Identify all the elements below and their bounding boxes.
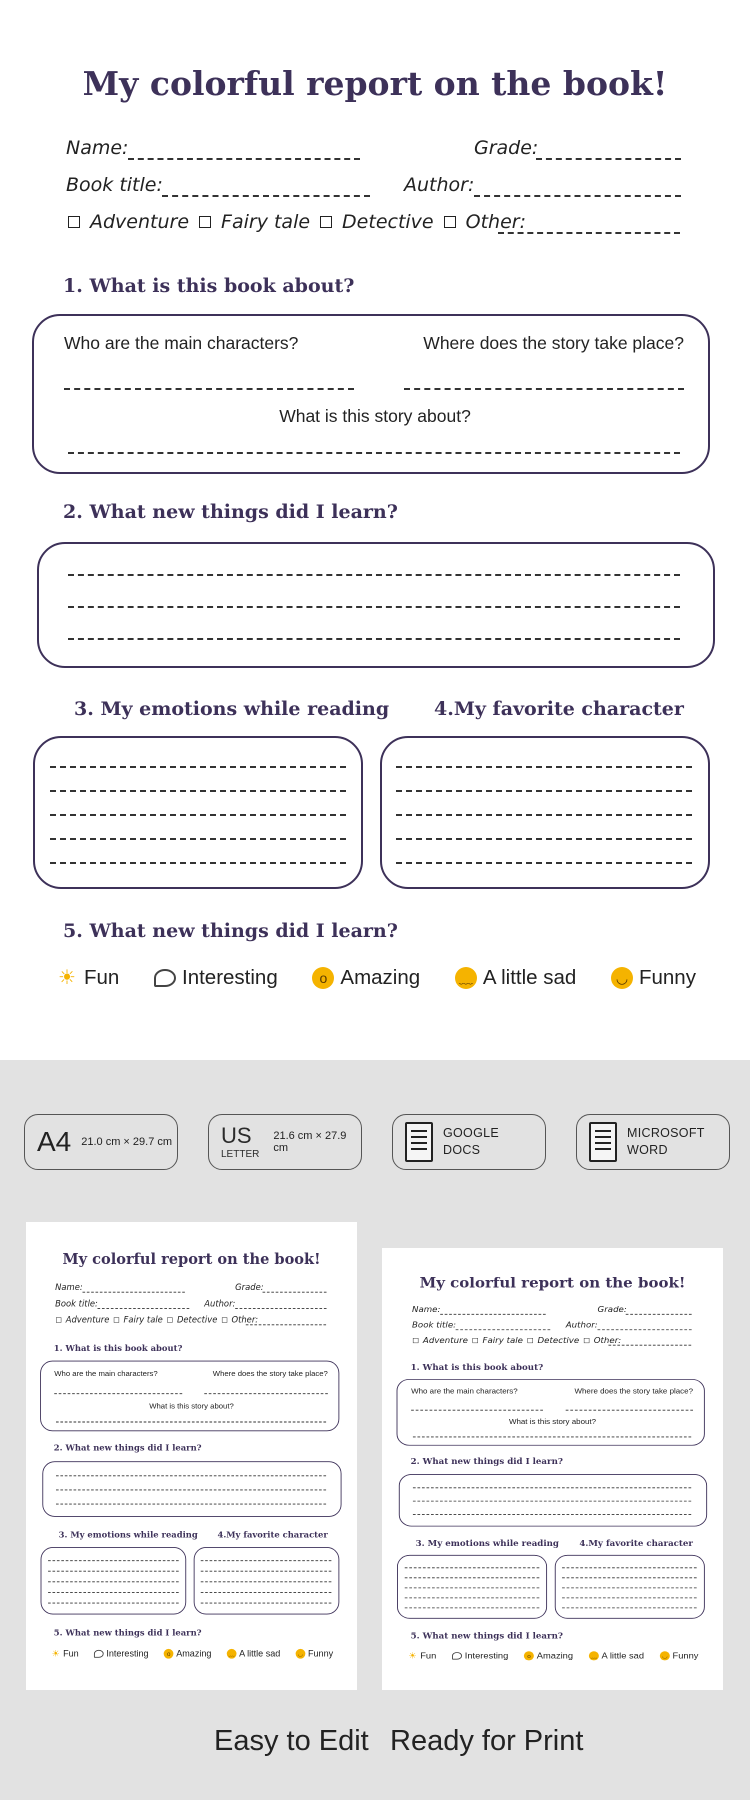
character-line-1[interactable] [201,1560,332,1561]
emotions-line-5[interactable] [405,1607,540,1608]
answer-story-place[interactable] [566,1410,693,1411]
grade-label: Grade: [235,1282,264,1293]
emotions-line-5[interactable] [48,1603,179,1604]
question-story-about: What is this story about? [508,1417,597,1426]
option-amazing[interactable]: o Amazing [524,1651,573,1661]
answer-story-about[interactable] [413,1436,691,1437]
author-label: Author: [204,1298,236,1309]
section2-heading: 2. What new things did I learn? [63,501,398,523]
emotions-line-1[interactable] [48,1560,179,1561]
format-preview-section [0,1060,750,1800]
format-us-size: 21.6 cm × 27.9 cm [273,1130,347,1154]
section2-heading: 2. What new things did I learn? [410,1456,563,1467]
section4-heading: 4.My favorite character [217,1530,328,1540]
sad-face-icon: ﹏ [455,967,477,989]
option-a-little-sad[interactable]: ﹏ A little sad [590,1650,645,1661]
answer-main-characters[interactable] [411,1410,543,1411]
name-label: Name: [55,1282,83,1293]
emotion-options [407,1651,698,1661]
speech-bubble-icon [154,969,176,987]
author-field[interactable] [474,195,681,197]
format-us-label: US [221,1122,252,1148]
character-line-3[interactable] [396,814,692,816]
option-funny[interactable]: ◡ Funny [660,1651,699,1661]
format-a4-badge[interactable] [24,1114,178,1170]
name-field[interactable] [128,158,360,160]
emotions-line-1[interactable] [50,766,346,768]
a4-preview-thumbnail [26,1222,357,1690]
genre-checkbox-detective[interactable] [167,1317,172,1322]
genre-adventure-label: Adventure [65,1315,110,1325]
answer-main-characters[interactable] [64,388,354,390]
genre-adventure-label: Adventure [90,211,190,233]
grade-label: Grade: [474,137,539,159]
format-a4-label: A4 [37,1126,72,1157]
learned-line-2[interactable] [68,606,680,608]
format-google-docs-badge[interactable] [392,1114,546,1170]
emotions-line-2[interactable] [405,1577,540,1578]
emotion-options [51,1648,333,1659]
genre-row [413,1336,621,1345]
question-story-about: What is this story about? [149,1401,234,1411]
genre-fairy-tale-label: Fairy tale [123,1315,163,1325]
book-title-label: Book title: [412,1320,457,1330]
answer-main-characters[interactable] [54,1393,182,1394]
genre-fairy-tale-label: Fairy tale [482,1335,523,1346]
genre-row [68,211,526,233]
genre-checkbox-other[interactable] [444,216,456,228]
option-funny[interactable]: ◡ Funny [296,1648,334,1659]
option-fun[interactable]: ☀ Fun [408,1650,437,1661]
sun-icon: ☀ [58,967,76,989]
character-line-4[interactable] [396,838,692,840]
character-line-1[interactable] [562,1567,697,1568]
name-label: Name: [412,1305,441,1315]
answer-story-about[interactable] [56,1422,326,1423]
genre-checkbox-fairy-tale[interactable] [472,1338,477,1343]
character-line-5[interactable] [201,1603,332,1604]
character-line-3[interactable] [562,1587,697,1588]
name-field[interactable] [82,1292,184,1293]
option-interesting[interactable]: Interesting [452,1651,508,1661]
learned-line-1[interactable] [413,1487,691,1488]
emotions-line-3[interactable] [405,1587,540,1588]
astonished-face-icon: o [524,1651,534,1660]
question-story-about: What is this story about? [279,406,471,426]
option-a-little-sad[interactable]: ﹏ A little sad [455,966,576,990]
grade-field[interactable] [536,158,681,160]
genre-other-label: Other: [593,1335,622,1346]
format-microsoft-word-label: MICROSOFT WORD [627,1126,705,1157]
emotions-line-1[interactable] [405,1567,540,1568]
question-main-characters: Who are the main characters? [411,1386,518,1396]
laughing-face-icon: ◡ [296,1649,306,1659]
grade-field[interactable] [263,1292,327,1293]
answer-story-place[interactable] [404,388,684,390]
laughing-face-icon: ◡ [660,1651,670,1660]
question-story-place: Where does the story take place? [423,333,684,353]
genre-other-field[interactable] [498,232,680,234]
character-line-2[interactable] [201,1571,332,1572]
sun-icon: ☀ [51,1648,60,1659]
character-line-1[interactable] [396,766,692,768]
learned-line-2[interactable] [56,1490,326,1491]
genre-checkbox-fairy-tale[interactable] [199,216,211,228]
us-letter-preview-thumbnail [382,1248,723,1690]
grade-field[interactable] [626,1314,692,1315]
answer-story-place[interactable] [204,1393,328,1394]
character-line-4[interactable] [201,1592,332,1593]
google-docs-icon [405,1122,433,1162]
book-title-label: Book title: [66,174,163,196]
emotions-line-2[interactable] [50,790,346,792]
section1-heading: 1. What is this book about? [63,275,355,297]
genre-detective-label: Detective [176,1315,218,1325]
genre-checkbox-adventure[interactable] [413,1338,418,1343]
character-line-2[interactable] [396,790,692,792]
footer-easy-to-edit: Easy to Edit [214,1725,369,1757]
learned-line-2[interactable] [413,1501,691,1502]
author-label: Author: [565,1320,598,1330]
question-story-place: Where does the story take place? [574,1386,694,1396]
genre-checkbox-detective[interactable] [320,216,332,228]
section3-heading: 3. My emotions while reading [415,1539,559,1549]
option-amazing[interactable]: o Amazing [164,1648,212,1659]
book-title-field[interactable] [162,195,370,197]
footer-ready-for-print: Ready for Print [390,1725,584,1757]
emotions-line-4[interactable] [48,1592,179,1593]
format-google-docs-label: GOOGLE DOCS [443,1126,499,1157]
character-line-2[interactable] [562,1577,697,1578]
learned-line-1[interactable] [56,1475,326,1476]
section3-heading: 3. My emotions while reading [58,1530,198,1540]
astonished-face-icon: o [312,967,334,989]
question-story-place: Where does the story take place? [212,1369,328,1378]
speech-bubble-icon [452,1652,462,1660]
option-fun[interactable]: ☀ Fun [56,966,119,990]
format-microsoft-word-badge[interactable] [576,1114,730,1170]
genre-detective-label: Detective [342,211,434,233]
question-main-characters: Who are the main characters? [54,1369,158,1378]
character-line-5[interactable] [562,1607,697,1608]
page-title: My colorful report on the book! [62,1250,321,1268]
learned-line-3[interactable] [68,638,680,640]
option-a-little-sad[interactable]: ﹏ A little sad [228,1648,281,1659]
question-main-characters: Who are the main characters? [64,333,299,353]
microsoft-word-icon [589,1122,617,1162]
emotions-line-5[interactable] [50,862,346,864]
emotions-line-3[interactable] [48,1581,179,1582]
book-title-field[interactable] [97,1308,189,1309]
genre-checkbox-other[interactable] [584,1338,589,1343]
character-line-4[interactable] [562,1597,697,1598]
genre-checkbox-fairy-tale[interactable] [114,1317,119,1322]
option-interesting[interactable]: Interesting [154,966,278,990]
author-field[interactable] [598,1329,692,1330]
format-us-letter-badge[interactable] [208,1114,362,1170]
page-title: My colorful report on the book! [419,1274,686,1291]
book-title-field[interactable] [456,1329,551,1330]
option-fun[interactable]: ☀ Fun [51,1648,79,1659]
genre-other-label: Other: [465,211,526,233]
name-field[interactable] [440,1314,545,1315]
genre-row [56,1315,258,1325]
genre-checkbox-adventure[interactable] [56,1317,61,1322]
option-amazing[interactable]: o Amazing [312,966,420,990]
name-label: Name: [66,137,129,159]
laughing-face-icon: ◡ [611,967,633,989]
book-title-label: Book title: [55,1298,98,1309]
author-label: Author: [404,174,475,196]
genre-fairy-tale-label: Fairy tale [221,211,311,233]
section2-heading: 2. What new things did I learn? [53,1443,202,1453]
learned-line-3[interactable] [56,1504,326,1505]
astonished-face-icon: o [164,1649,174,1659]
emotions-line-3[interactable] [50,814,346,816]
emotions-line-2[interactable] [48,1571,179,1572]
section4-heading: 4.My favorite character [579,1539,693,1549]
section4-heading: 4.My favorite character [434,698,684,720]
section1-heading: 1. What is this book about? [53,1343,183,1354]
section5-heading: 5. What new things did I learn? [410,1631,563,1641]
author-field[interactable] [235,1308,326,1309]
format-a4-size: 21.0 cm × 29.7 cm [81,1136,173,1148]
option-interesting[interactable]: Interesting [94,1648,149,1659]
section2-box [37,542,715,668]
answer-story-about[interactable] [68,452,680,454]
section4-box [380,736,710,889]
grade-label: Grade: [597,1305,627,1315]
section5-heading: 5. What new things did I learn? [53,1628,202,1638]
genre-detective-label: Detective [537,1335,580,1346]
emotions-line-4[interactable] [50,838,346,840]
genre-adventure-label: Adventure [422,1335,468,1346]
genre-other-field[interactable] [608,1345,691,1346]
genre-checkbox-other[interactable] [222,1317,227,1322]
character-line-5[interactable] [396,862,692,864]
speech-bubble-icon [94,1650,104,1658]
genre-other-field[interactable] [246,1324,326,1325]
sad-face-icon: ﹏ [590,1652,598,1660]
option-funny[interactable]: ◡ Funny [611,966,696,990]
sun-icon: ☀ [408,1651,417,1661]
emotion-options [56,966,696,990]
genre-checkbox-detective[interactable] [528,1338,533,1343]
page-title: My colorful report on the book! [82,64,668,103]
emotions-line-4[interactable] [405,1597,540,1598]
learned-line-1[interactable] [68,574,680,576]
section1-heading: 1. What is this book about? [410,1362,544,1372]
sad-face-icon: ﹏ [228,1650,235,1658]
section3-heading: 3. My emotions while reading [74,698,390,720]
genre-other-label: Other: [231,1315,259,1325]
section5-heading: 5. What new things did I learn? [63,920,398,942]
format-us-sub: LETTER [221,1148,260,1160]
character-line-3[interactable] [201,1581,332,1582]
learned-line-3[interactable] [413,1514,691,1515]
genre-checkbox-adventure[interactable] [68,216,80,228]
section3-box [33,736,363,889]
